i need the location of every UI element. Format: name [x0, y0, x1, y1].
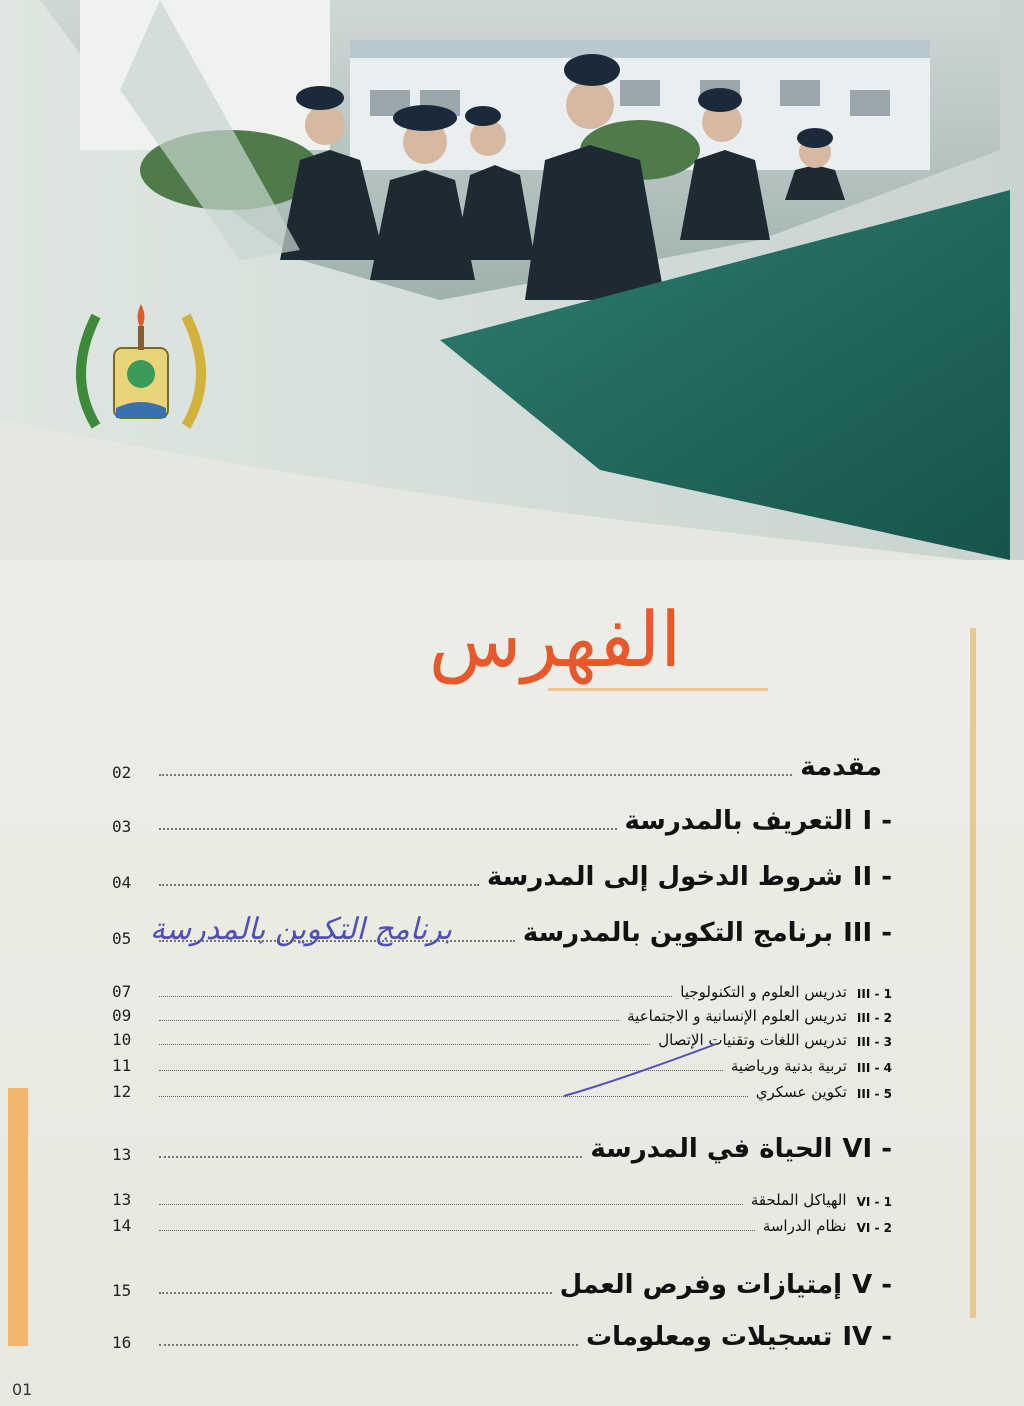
- dotted-leader: [159, 1204, 743, 1205]
- toc-subentry[interactable]: [112, 1030, 892, 1049]
- dotted-leader: [159, 884, 479, 886]
- dotted-leader: [159, 1292, 551, 1294]
- toc-entry-page: 10: [112, 1030, 132, 1049]
- toc-entry-page: 12: [112, 1082, 132, 1101]
- toc-entry-page: 02: [112, 763, 132, 782]
- toc-subentry[interactable]: [112, 1006, 892, 1025]
- toc-entry-label: شروط الدخول إلى المدرسة: [487, 862, 843, 892]
- school-emblem-icon: [66, 296, 216, 446]
- toc-entry[interactable]: [112, 1322, 892, 1352]
- toc-entry-label: تكوين عسكري: [755, 1083, 847, 1101]
- page-title: الفهرس: [428, 595, 682, 684]
- toc-entry-label: تدريس العلوم الإنسانية و الاجتماعية: [627, 1007, 847, 1025]
- toc-subentry[interactable]: [112, 1056, 892, 1075]
- toc-entry-page: 07: [112, 982, 132, 1001]
- pen-stroke: [560, 1040, 720, 1100]
- dotted-leader: [159, 1156, 582, 1158]
- toc-entry-number: III -: [843, 918, 892, 948]
- title-underline: [548, 688, 768, 691]
- toc-entry-page: 13: [112, 1190, 132, 1209]
- toc-entry-number: III - 1: [856, 987, 892, 1001]
- toc-entry-number: VI -: [842, 1134, 892, 1164]
- toc-entry-page: 14: [112, 1216, 132, 1235]
- toc-subentry[interactable]: [112, 1190, 892, 1209]
- toc-entry-number: III - 4: [856, 1061, 892, 1075]
- toc-entry-label: التعريف بالمدرسة: [624, 806, 853, 836]
- toc-entry-number: VI - 2: [856, 1221, 892, 1235]
- toc-subentry[interactable]: [112, 982, 892, 1001]
- toc-entry[interactable]: [112, 806, 892, 836]
- toc-entry-label: إمتيازات وفرص العمل: [559, 1270, 843, 1300]
- dotted-leader: [159, 1344, 578, 1346]
- toc-entry[interactable]: [112, 1270, 892, 1300]
- toc-entry-label: الهياكل الملحقة: [750, 1191, 847, 1209]
- dotted-leader: [159, 774, 792, 776]
- toc-entry-page: 03: [112, 817, 132, 836]
- toc-subentry[interactable]: [112, 1082, 892, 1101]
- dotted-leader: [159, 1230, 755, 1231]
- toc-entry-number: V -: [852, 1270, 892, 1300]
- right-accent-bar: [970, 628, 976, 1318]
- toc-entry-number: VI - 1: [856, 1195, 892, 1209]
- footer-page-number: 01: [12, 1380, 33, 1399]
- toc-entry[interactable]: [112, 752, 892, 782]
- toc-entry-label: برنامج التكوين بالمدرسة: [522, 918, 834, 948]
- toc-entry-page: 11: [112, 1056, 132, 1075]
- toc-entry-number: IV -: [842, 1322, 892, 1352]
- toc-entry-number: I -: [862, 806, 892, 836]
- toc-entry-label: تدريس اللغات وتقنيات الإتصال: [658, 1031, 847, 1049]
- toc-entry-label: تربية بدنية ورياضية: [730, 1057, 847, 1075]
- toc-entry-page: 09: [112, 1006, 132, 1025]
- toc-entry-number: III - 3: [856, 1035, 892, 1049]
- toc-entry-label: تسجيلات ومعلومات: [586, 1322, 833, 1352]
- toc-entry-number: II -: [852, 862, 892, 892]
- toc-entry-label: تدريس العلوم و التكنولوجيا: [680, 983, 847, 1001]
- toc-entry-label: نظام الدراسة: [762, 1217, 847, 1235]
- toc-entry[interactable]: [112, 1134, 892, 1164]
- toc-entry-number: III - 5: [856, 1087, 892, 1101]
- toc-entry-page: 05: [112, 929, 132, 948]
- left-accent-bar: [8, 1088, 28, 1346]
- toc-entry-label: الحياة في المدرسة: [590, 1134, 833, 1164]
- toc-entry-page: 16: [112, 1333, 132, 1352]
- toc-subentry[interactable]: [112, 1216, 892, 1235]
- toc-entry-number: III - 2: [856, 1011, 892, 1025]
- toc-entry-page: 13: [112, 1145, 132, 1164]
- handwritten-annotation: برنامج التكوين بالمدرسة: [150, 912, 453, 947]
- toc-entry[interactable]: [112, 862, 892, 892]
- header-photo-band: [0, 0, 1024, 560]
- toc-entry-page: 15: [112, 1281, 132, 1300]
- toc-entry-label: مقدمة: [800, 752, 882, 782]
- dotted-leader: [159, 1020, 619, 1021]
- dotted-leader: [159, 996, 672, 997]
- dotted-leader: [159, 828, 616, 830]
- toc-entry-page: 04: [112, 873, 132, 892]
